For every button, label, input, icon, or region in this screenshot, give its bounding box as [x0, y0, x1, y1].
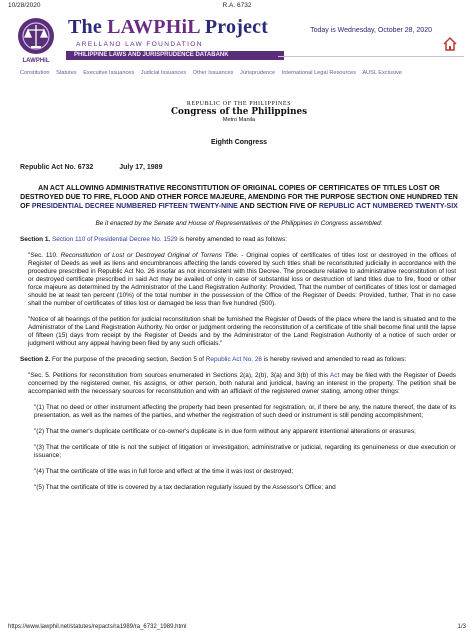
print-footer: [8, 621, 466, 630]
nav-other-issuances[interactable]: Other Issuances: [192, 70, 234, 76]
print-title: R.A. 6732: [222, 2, 252, 9]
act-date: July 17, 1989: [119, 164, 163, 171]
list-item: "(3) That the certificate of title is not the subject of litigation or investigation, administrative or judicial, regarding its genuineness or due execution or issuance;: [34, 444, 456, 459]
list-item: "(5) That the certificate of title is covered by a tax declaration regularly issued by the Assessor's Office; and: [34, 484, 336, 491]
list-item: "(4) That the certificate of title was in full force and effect at the time it was lost or destroyed;: [34, 468, 294, 475]
section-2-text-b: is hereby revived and amended to read as follows:: [261, 356, 407, 363]
republic-heading: REPUBLIC OF THE PHILIPPINES: [186, 101, 292, 107]
nav-statutes[interactable]: Statutes: [56, 70, 77, 76]
sec-110-heading: Reconstitution of Lost or Destroyed Original of Torrens Title: [60, 252, 237, 259]
document-body: [20, 100, 458, 492]
section-1-text: is hereby amended to read as follows:: [177, 236, 288, 243]
nav-ausl-exclusive[interactable]: AUSL Exclusive: [362, 70, 402, 76]
site-title-main: LAWPHiL: [107, 16, 200, 38]
sec-5-paragraph: [28, 372, 456, 396]
act-number: Republic Act No. 6732: [20, 164, 94, 171]
nav-international-legal-resources[interactable]: International Legal Resources: [281, 70, 357, 76]
list-item: "(2) That the owner's duplicate certificate or co-owner's duplicate is in due form without any apparent intentional alterations or erasures;: [34, 428, 416, 435]
nav-judicial-issuances[interactable]: Judicial Issuances: [140, 70, 187, 76]
site-title-project: Project: [199, 16, 269, 38]
pd-1529-link[interactable]: PRESIDENTIAL DECREE NUMBERED FIFTEEN TWENTY-NINE: [31, 203, 238, 210]
lawphil-logo[interactable]: [14, 16, 58, 64]
sec-5-text-b: may be filed with the Register of Deeds concerned by the registered owner, his assigns, or other person, both natural and juridical, having an interest in the property. The petition shall be accompanied with the necessary sources for reconstitution and with an affidavit of the registered owner stating, among other things:: [28, 372, 456, 395]
ra-26-link[interactable]: REPUBLIC ACT NUMBERED TWENTY-SIX: [318, 203, 458, 210]
list-item: "(1) That no deed or other instrument affecting the property had been presented for registration, or, if there be any, the nature thereof, the date of its presentation, as well as the names of the parties, and whether the registration of such deed or instrument is still pending accomplishment;: [34, 404, 456, 419]
republic-act-26-link[interactable]: Republic Act No. 26: [205, 356, 262, 363]
act-link[interactable]: Act: [329, 372, 340, 379]
section-2: [20, 356, 458, 364]
databank-banner: PHILIPPINE LAWS AND JURISPRUDENCE DATABANK: [66, 51, 284, 60]
header-divider: [278, 48, 464, 57]
act-title-part-b: AND SECTION FIVE OF: [237, 203, 319, 210]
congress-heading: Congress of the Philippines: [170, 107, 308, 117]
sec-110-lead: "Sec. 110.: [28, 252, 61, 259]
nav-jurisprudence[interactable]: Jurisprudence: [240, 70, 276, 76]
logo-text: LAWPHiL: [22, 58, 50, 64]
section-110-link[interactable]: Section 110 of Presidential Decree No. 1529: [51, 236, 178, 243]
congress-number: Eighth Congress: [210, 139, 267, 146]
main-nav: [20, 70, 464, 80]
foundation-name: ARELLANO LAW FOUNDATION: [76, 41, 203, 48]
today-date: Today is Wednesday, October 28, 2020: [310, 27, 432, 34]
section-1: [20, 236, 458, 244]
site-title[interactable]: [68, 16, 268, 39]
nav-constitution[interactable]: Constitution: [20, 70, 50, 76]
print-date: 10/28/2020: [8, 2, 41, 9]
sec-110-body: . - Original copies of certificates of titles lost or destroyed in the offices of Register of Deeds as well as liens and encumbrances affecting the lands covered by such titles shall be reconstituted judicially in accordance with the procedure prescribed in Republic Act No. 26 insofar as not inconsistent with this Decree. The procedure relative to administrative reconstitution of lost or destroyed certificate prescribed in said Act may be availed of only in case of substantial loss or destruction of land titles due to fire, flood or other force majeure as determined by the Administrator of the Land Registration Authority: Provided, That the number of certificates of titles lost or damaged should be at least ten percent (10%) of the total number in the possession of the Office of the Register of Deeds: Provided, further, That in no case shall the number of certificates of titles lost or damaged be less than five hundred (500).: [28, 252, 457, 307]
sec-110-paragraph: [28, 252, 456, 308]
sec-5-text-a: "Sec. 5. Petitions for reconstitution from sources enumerated in Sections 2(a), 2(b), 3(a) and 3(b) of this: [28, 372, 330, 379]
page-url: https://www.lawphil.net/statutes/repacts/ra1989/ra_6732_1989.html: [8, 624, 187, 630]
page-count: 1/3: [457, 624, 466, 630]
enacting-clause: Be it enacted by the Senate and House of Representatives of the Philippines in Congress assembled:: [95, 220, 383, 227]
section-2-label: Section 2.: [20, 356, 51, 363]
section-2-text-a: For the purpose of the preceding section, Section 5 of: [50, 356, 206, 363]
section-1-label: Section 1.: [20, 236, 51, 243]
sec-110-notice-paragraph: "Notice of all hearings of the petition for judicial reconstitution shall be furnished the Register of Deeds of the place where the land is situated and to the Administrator of the Land Registration Authority. No order or judgment ordering the reconstitution of a certificate of title shall become final until the lapse of fifteen (15) days from receipt by the Register of Deeds and by the Administrator of the Land Registration Authority of a notice of such order or judgment without any appeal having been filed by any such officials.": [28, 316, 456, 347]
nav-executive-issuances[interactable]: Executive Issuances: [83, 70, 135, 76]
act-title: [20, 184, 458, 211]
site-header: [10, 14, 464, 70]
site-title-the: The: [68, 16, 108, 38]
act-line: [20, 164, 458, 172]
metro-heading: Metro Manila: [222, 117, 256, 123]
print-header: [8, 2, 466, 12]
act-title-part-a: AN ACT ALLOWING ADMINISTRATIVE RECONSTITUTION OF ORIGINAL COPIES OF CERTIFICATES OF TITLES LOST OR DESTROYED DUE TO FIRE, FLOOD AND OTHER FORCE MAJEURE, AMENDING FOR THE PURPOSE SECTION ONE HUNDRED TEN OF: [20, 185, 458, 210]
